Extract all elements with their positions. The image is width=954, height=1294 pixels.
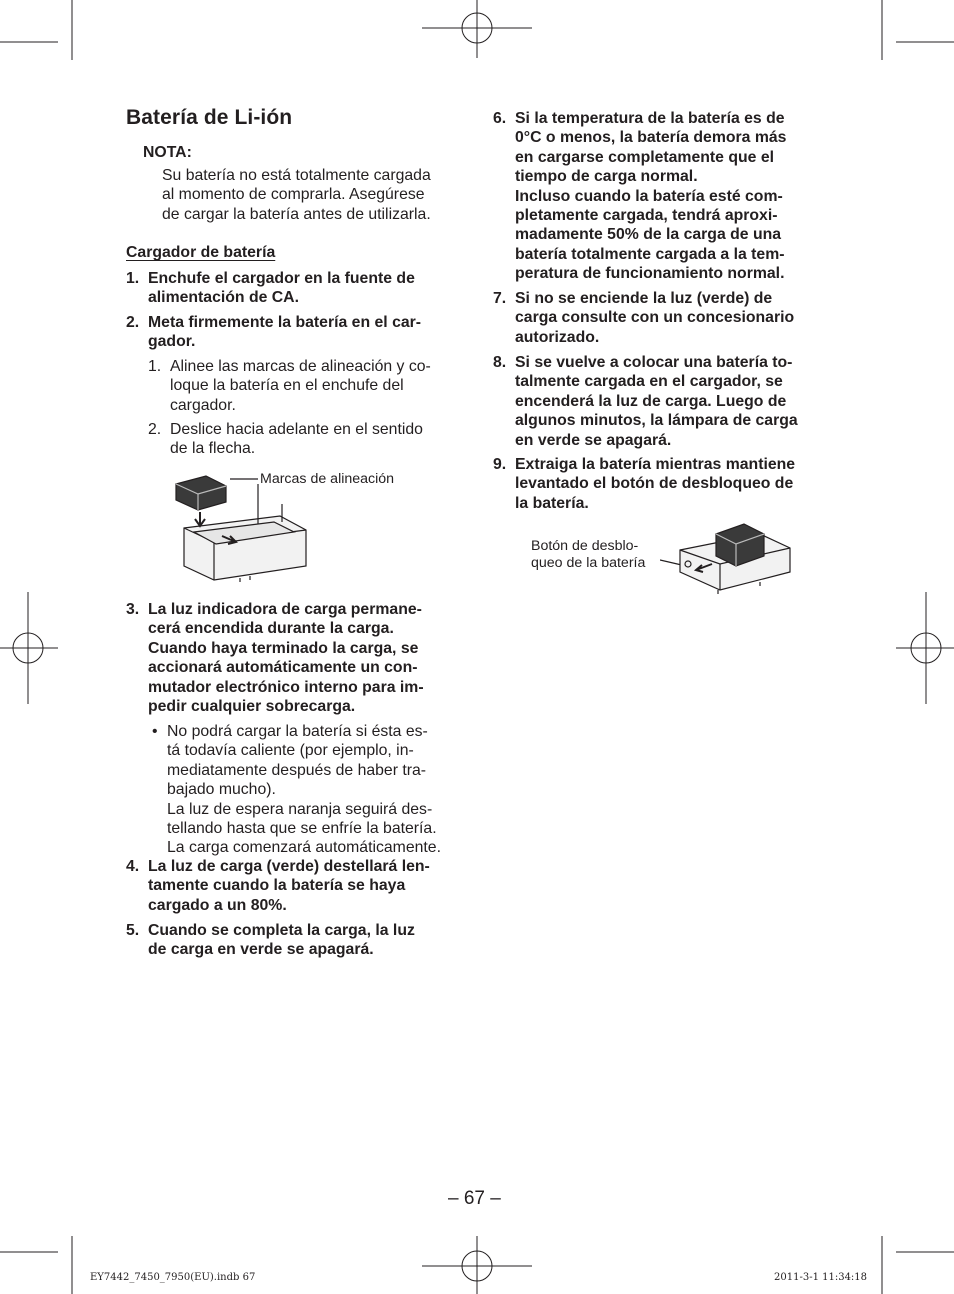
step-text: Si la temperatura de la batería es de 0°C o menos, la batería demora más en cargarse completamente que el tiempo de carga normal. Incluso cuando la batería esté com- pletamente cargada, tendrá aproxi- madamente 50% de la carga de una batería totalmente cargada a la tem- peratura de funcionamiento normal. [515, 110, 787, 283]
step-text: Cuando se completa la carga, la luz de carga en verde se apagará. [148, 922, 415, 959]
page-number: – 67 – [448, 1188, 501, 1209]
note-label: NOTA: [143, 144, 192, 161]
note-text: Su batería no está totalmente cargada al momento de comprarla. Asegúrese de cargar la batería antes de utilizarla. [162, 167, 431, 223]
step-number: 6. [493, 110, 507, 127]
substep-text: Alinee las marcas de alineación y co- loque la batería en el enchufe del cargador. [170, 358, 431, 414]
step-text: Si se vuelve a colocar una batería to- talmente cargada en el cargador, se encenderá la luz de carga. Luego de algunos minutos, la lámpara de carga en verde se apagará. [515, 354, 798, 449]
alignment-marks-callout: Marcas de alineación [260, 471, 395, 487]
step-number: 8. [493, 354, 507, 371]
battery-removal-illustration [660, 520, 794, 596]
bullet-text: No podrá cargar la batería si ésta es- tá todavía caliente (por ejemplo, in- mediatamente después de haber tra- bajado mucho). La luz de espera naranja seguirá des- tellando hasta que se enfríe la batería. La carga comenzará automáticamente. [167, 723, 441, 857]
step-number: 4. [126, 858, 140, 875]
substep-number: 2. [148, 421, 162, 438]
step-text: La luz de carga (verde) destellará len- tamente cuando la batería se haya cargado a un 80%. [148, 858, 430, 914]
step-number: 1. [126, 270, 140, 287]
bullet-mark: • [152, 723, 158, 740]
step-text: La luz indicadora de carga permane- cerá encendida durante la carga. Cuando haya terminado la carga, se accionará automáticamente un con- mutador electrónico interno para im- pedir cualquier sobrecarga. [148, 601, 424, 716]
footer-timestamp: 2011-3-1 11:34:18 [774, 1272, 868, 1283]
substep-text: Deslice hacia adelante en el sentido de la flecha. [170, 421, 423, 458]
step-text: Si no se enciende la luz (verde) de carga consulte con un concesionario autorizado. [515, 290, 795, 346]
step-number: 3. [126, 601, 140, 618]
step-number: 7. [493, 290, 507, 307]
section-heading: Cargador de batería [126, 244, 276, 261]
step-text: Meta firmemente la batería en el car- gador. [148, 314, 422, 351]
footer-filename: EY7442_7450_7950(EU).indb 67 [90, 1272, 256, 1283]
step-text: Enchufe el cargador en la fuente de alimentación de CA. [148, 270, 415, 307]
step-number: 5. [126, 922, 140, 939]
page-title: Batería de Li-ión [126, 106, 293, 129]
substep-number: 1. [148, 358, 162, 375]
charger-insert-illustration [170, 466, 320, 586]
release-button-callout: Botón de desblo- queo de la batería [531, 538, 646, 571]
step-number: 2. [126, 314, 140, 331]
step-number: 9. [493, 456, 507, 473]
step-text: Extraiga la batería mientras mantiene levantado el botón de desbloqueo de la batería. [515, 456, 796, 512]
